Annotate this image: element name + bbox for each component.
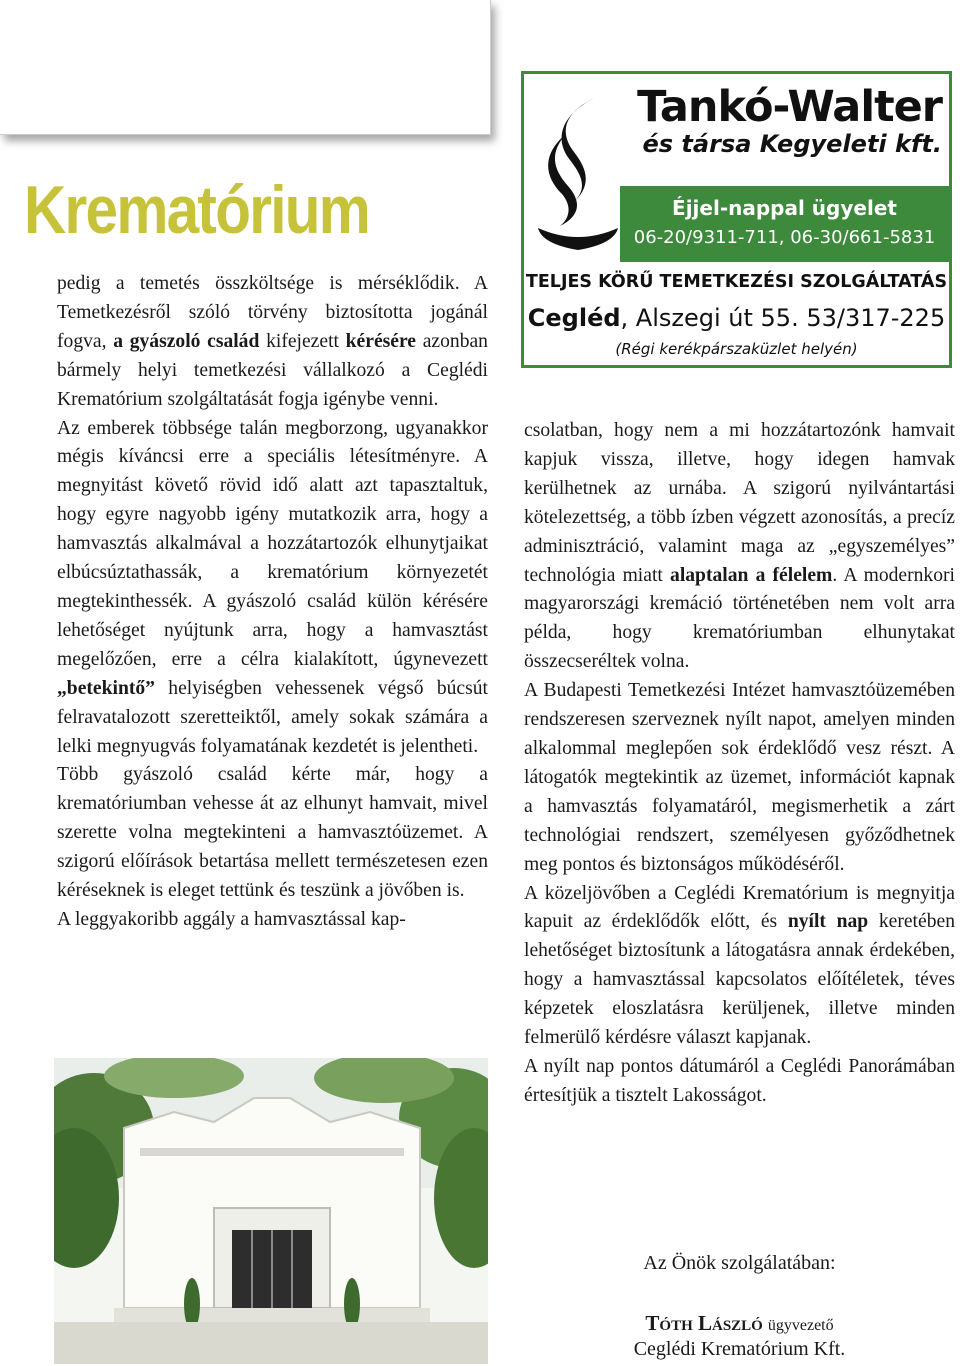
text-run: helyiségben vehessenek végső búcsút felravatalozott szeretteiktől, amely sokak számára a lelki megnyugvás folyamatának kezdetét is jelentheti.: [57, 677, 488, 757]
paragraph: [57, 906, 488, 935]
text-run: A közeljövőben a Ceglédi Krematórium is megnyitja kapuit az érdeklődők előtt, és: [524, 882, 955, 933]
right-text-column: [524, 417, 955, 1111]
text-run: pedig a temetés összköltsége is mérséklődik. A Temetkezésről szóló törvény biztosította jogánál fogva,: [57, 273, 488, 352]
page-title: Krematórium: [24, 172, 370, 248]
bold-text-run: nyílt nap: [787, 911, 869, 933]
text-run: csolatban, hogy nem a mi hozzátartozónk hamvait kapjuk vissza, illetve, hogy idegen hamvak kerülhetnek az urnába. A szigorú nyilvántartási kötelezettség, a több ízben végzett azonosítás, a precíz adminisztráció, valamint maga az „egyszemélyes” technológia miatt: [524, 420, 955, 586]
smoke-bowl-logo-icon: [532, 94, 622, 259]
address-note: (Régi kerékpárszaküzlet helyén): [615, 340, 858, 358]
paragraph: [524, 677, 955, 879]
signature-name: Tóth László: [645, 1311, 763, 1335]
paragraph: [524, 417, 955, 677]
left-text-column: [57, 270, 488, 935]
duty-label: Éjjel-nappal ügyelet: [672, 196, 897, 220]
text-run: keretében lehetőséget biztosítunk a látogatásra annak érdekében, hogy a hamvasztással kapcsolatos előítéletek, téves képzetek eloszlatásra kerüljenek, illetve minden felmerülő kérdésre választ kapjanak.: [524, 911, 955, 1049]
header-shadow-box: [0, 0, 491, 135]
service-headline: TELJES KÖRŰ TEMETKEZÉSI SZOLGÁLTATÁS: [525, 272, 948, 292]
signature-name-line: [524, 1311, 955, 1336]
text-run: kifejezett: [259, 330, 346, 352]
paragraph: [524, 880, 955, 1053]
text-run: A Budapesti Temetkezési Intézet hamvasztóüzemében rendszeresen szerveznek nyílt napot, amelyen minden alkalommal meglepően sok érdeklődő vesz részt. A látogatók megtekintik az üzemet, információt kapnak a hamvasztás folyamatáról, megismerhetik a zárt technológiai rendszert, személyesen győződhetnek meg pontos és biztonságos működéséről.: [524, 680, 955, 875]
text-run: Több gyászoló család kérte már, hogy a krematóriumban vehesse át az elhunyt hamvait, mivel szerette volna megtekinteni a hamvasztóüzemet. A szigorú előírások betartása mellett természetesen ezen kéréseknek is eleget tettünk és teszünk a jövőben is.: [57, 764, 488, 902]
text-run: azonban bármely helyi temetkezési vállalkozó a Ceglédi Krematórium szolgáltatását fogja igénybe venni.: [57, 330, 488, 410]
address-city: Cegléd: [527, 304, 621, 332]
paragraph: [57, 761, 488, 906]
funeral-service-advert: [521, 71, 952, 368]
paragraph: [57, 415, 488, 762]
phone-numbers: 06-20/9311-711, 06-30/661-5831: [633, 227, 936, 248]
signature-role: ügyvezető: [767, 1317, 834, 1334]
address-line: [524, 304, 949, 332]
signature-organisation: Ceglédi Krematórium Kft.: [633, 1338, 846, 1360]
paragraph: [57, 270, 488, 415]
text-run: A nyílt nap pontos dátumáról a Ceglédi Panorámában értesítjük a tisztelt Lakosságot.: [524, 1055, 955, 1106]
bold-text-run: kérésére: [345, 330, 417, 352]
company-subtitle: és társa Kegyeleti kft.: [642, 130, 942, 158]
bold-text-run: a gyászoló család: [113, 330, 260, 352]
duty-band: [620, 186, 949, 262]
company-name: Tankó-Walter: [637, 82, 942, 132]
crematorium-building-photo: [54, 1058, 488, 1364]
bold-text-run: „betekintő”: [57, 677, 155, 699]
text-run: . A modernkori magyarországi kremáció történetében nem volt arra példa, hogy krematóriumban elhunytakat összecseréltek volna.: [524, 564, 955, 673]
signature-greeting: Az Önök szolgálatában:: [643, 1252, 836, 1274]
paragraph: [524, 1053, 955, 1111]
text-run: A leggyakoribb aggály a hamvasztással kap-: [57, 908, 406, 930]
address-rest: , Alszegi út 55. 53/317-225: [620, 304, 946, 332]
company-block: [624, 84, 942, 158]
bold-text-run: alaptalan a félelem: [670, 564, 833, 586]
text-run: Az emberek többsége talán megborzong, ugyanakkor mégis kíváncsi erre a speciális létesítményre. A megnyitást követő rövid idő alatt azt tapasztaltuk, hogy egyre nagyobb igény mutatkozik arra, hogy a hamvasztás alkalmával a hozzátartozók elhunytjaikat elbúcsúztathassák, a krematórium környezetét megtekinthessék. A gyászoló család külön kérésére lehetőséget nyújtunk arra, hogy a hamvasztást megelőzően, erre a célra kialakított, úgynevezett: [57, 417, 488, 670]
